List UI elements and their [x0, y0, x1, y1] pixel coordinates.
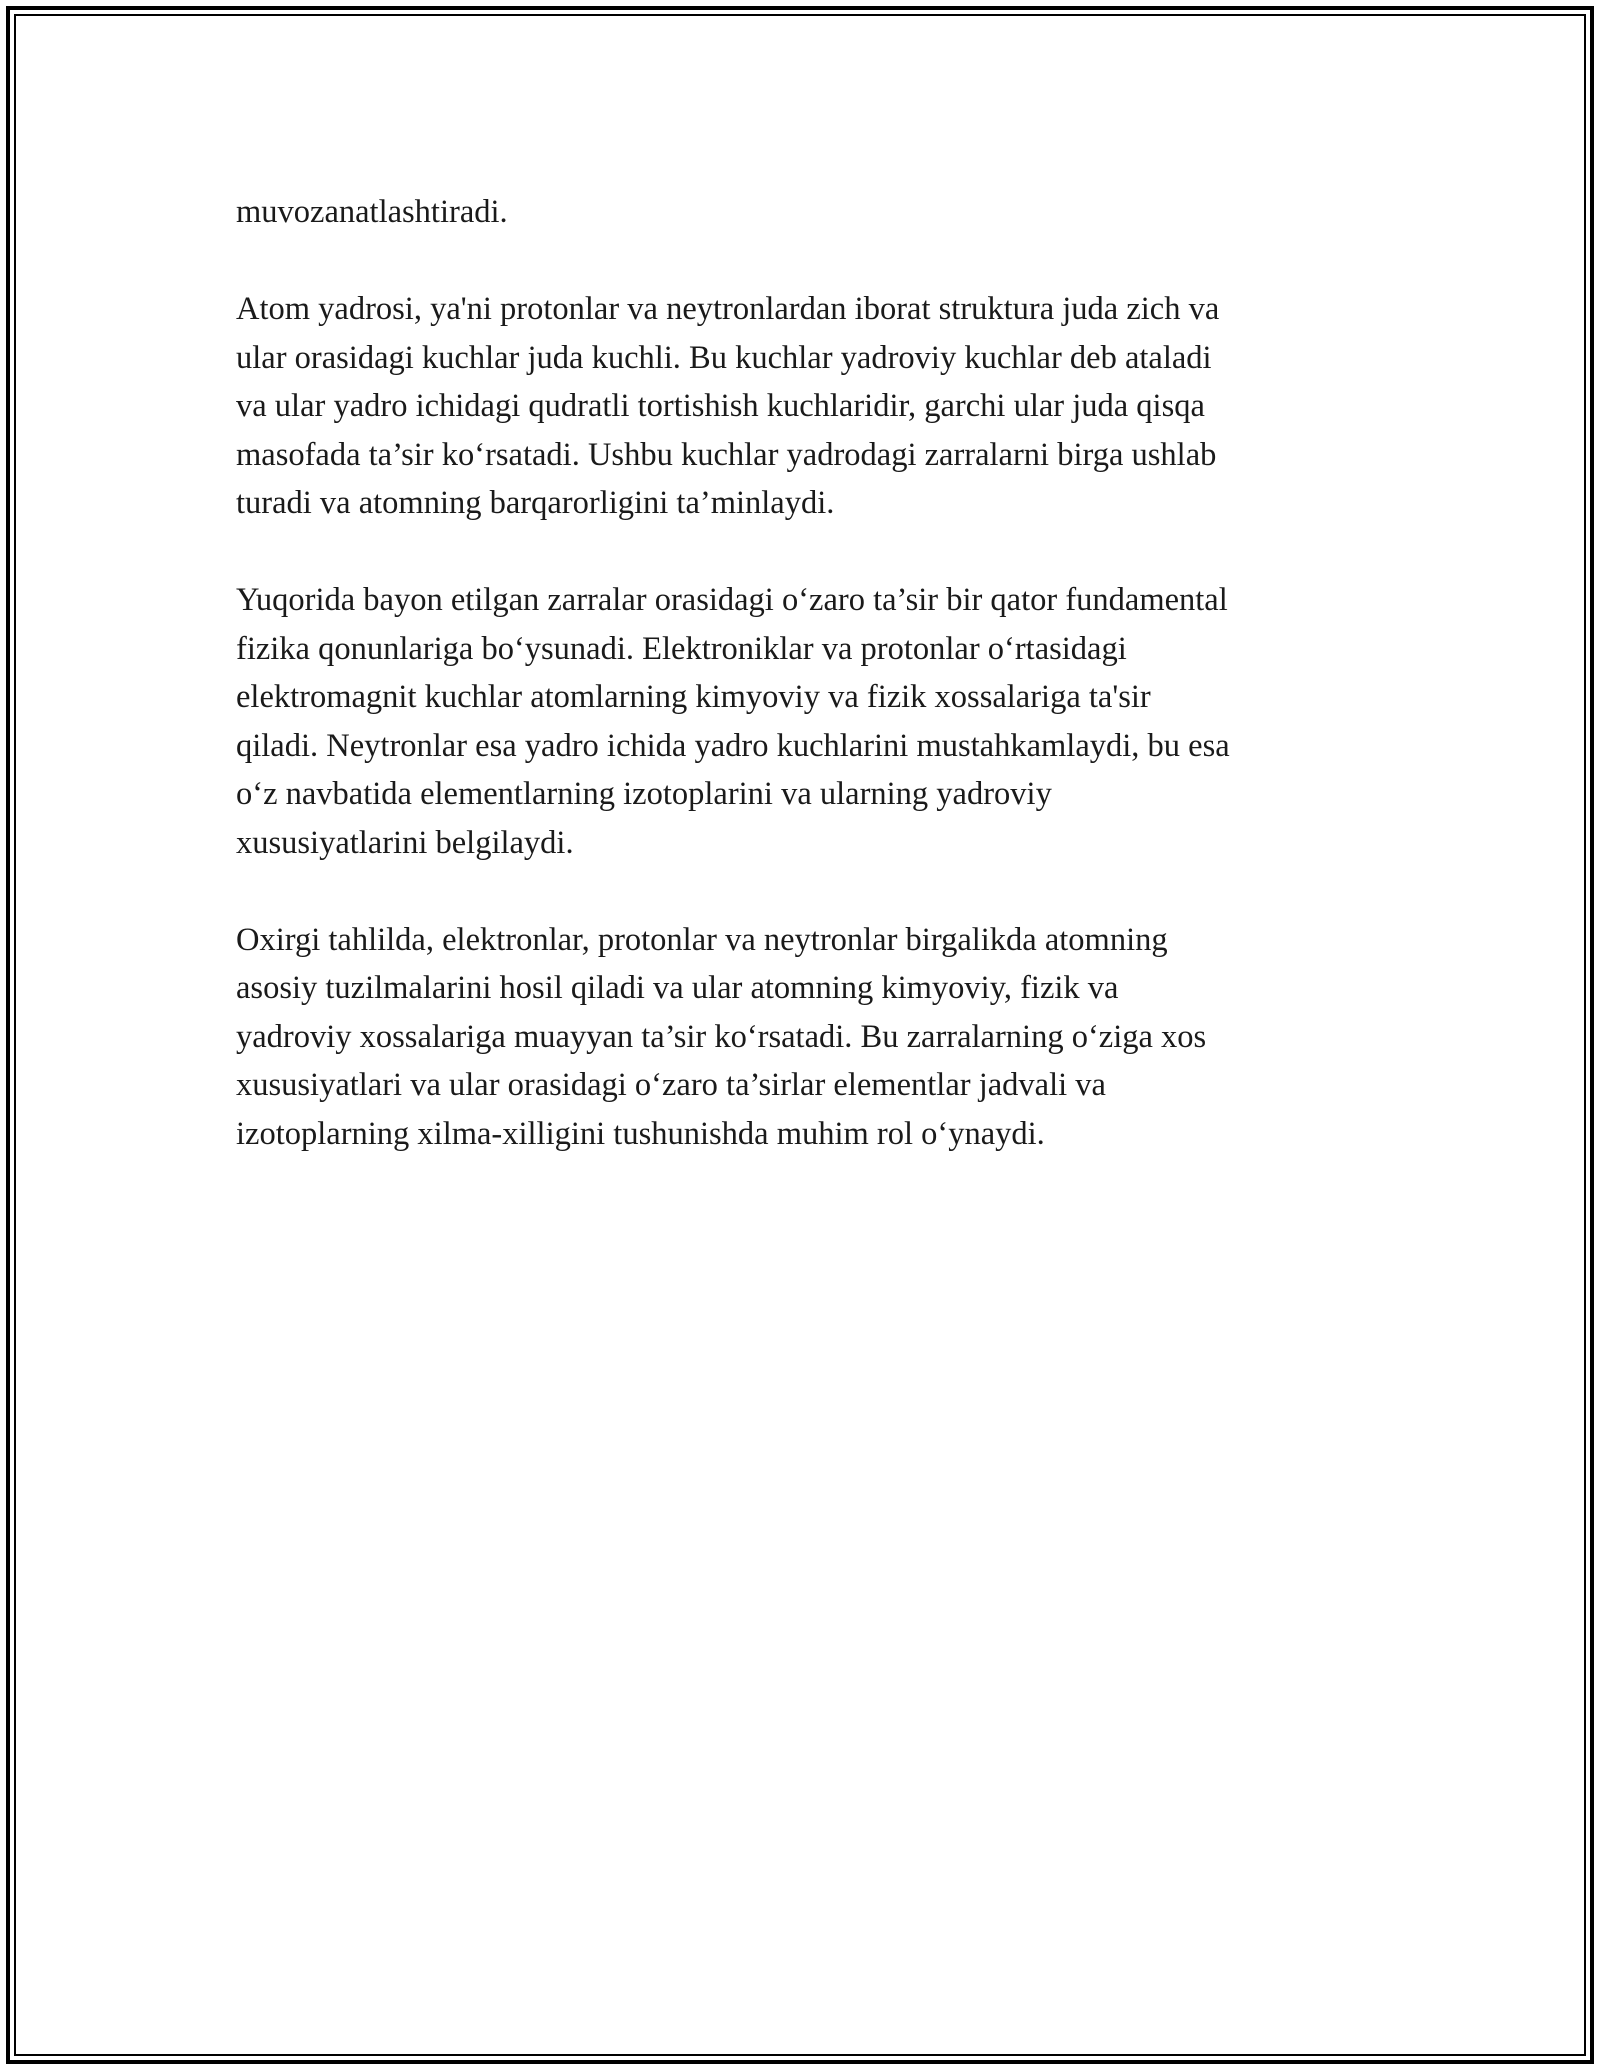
paragraph-particle-interaction: Yuqorida bayon etilgan zarralar orasidagi o‘zaro ta’sir bir qator fundamental fizika qonunlariga bo‘ysunadi. Elektroniklar va protonlar o‘rtasidagi elektromagnit kuchlar atomlarning kimyoviy va fizik xossalariga ta'sir qiladi. Neytronlar esa yadro ichida yadro kuchlarini mustahkamlaydi, bu esa o‘z navbatida elementlarning izotoplarini va ularning yadroviy xususiyatlarini belgilaydi.: [236, 582, 1230, 861]
paragraph-continuation: muvozanatlashtiradi.: [236, 194, 508, 230]
paragraph-atom-nucleus: Atom yadrosi, ya'ni protonlar va neytronlardan iborat struktura juda zich va ular orasidagi kuchlar juda kuchli. Bu kuchlar yadroviy kuchlar deb ataladi va ular yadro ichidagi qudratli tortishish kuchlaridir, garchi ular juda qisqa masofada ta’sir ko‘rsatadi. Ushbu kuchlar yadrodagi zarralarni birga ushlab turadi va atomning barqarorligini ta’minlaydi.: [236, 291, 1220, 521]
paragraph-conclusion: Oxirgi tahlilda, elektronlar, protonlar va neytronlar birgalikda atomning asosiy tuzilmalarini hosil qiladi va ular atomning kimyoviy, fizik va yadroviy xossalariga muayyan ta’sir ko‘rsatadi. Bu zarralarning o‘ziga xos xususiyatlari va ular orasidagi o‘zaro ta’sirlar elementlar jadvali va izotoplarning xilma-xilligini tushunishda muhim rol o‘ynaydi.: [236, 921, 1207, 1152]
document-body: [236, 188, 1386, 1207]
